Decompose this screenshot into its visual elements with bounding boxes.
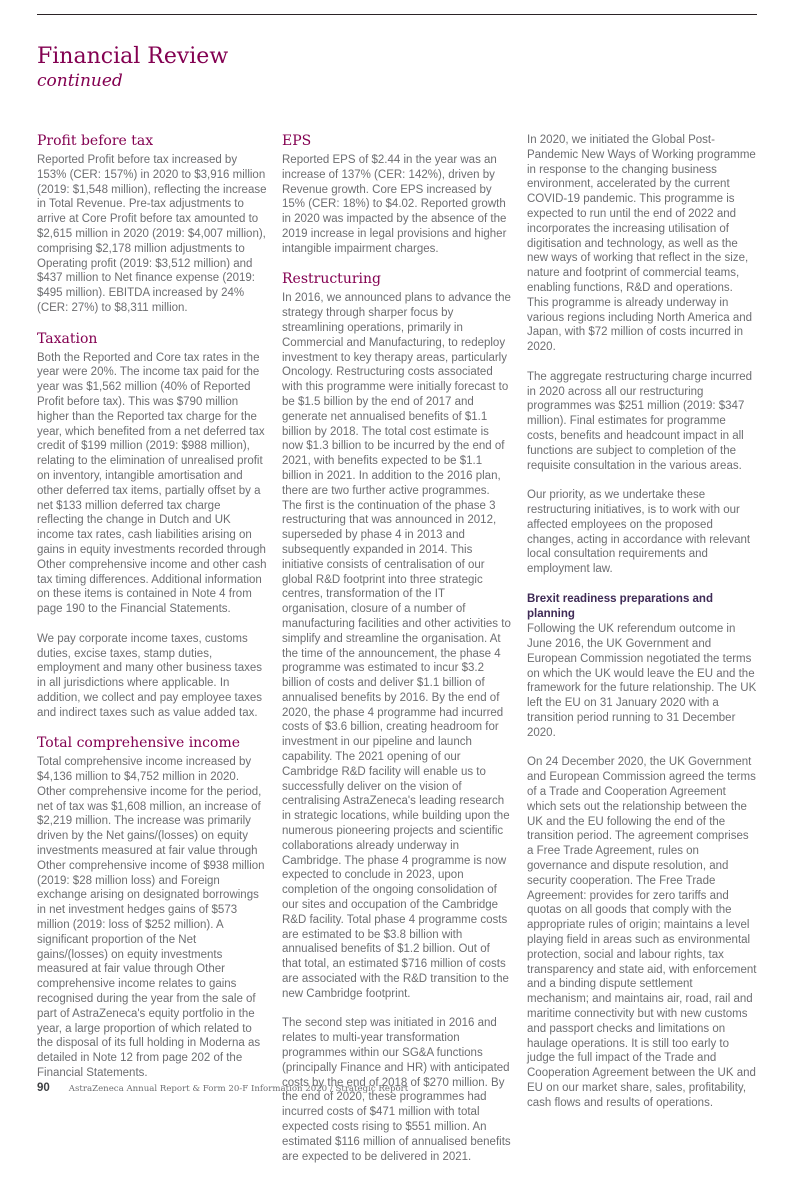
body-paragraph: Total comprehensive income increased by $4,136 million to $4,752 million in 2020. Other comprehensive income for the period, net of tax was $1,608 million, an increase of $2,219 million. The increase was primarily driven by the Net gains/(losses) on equity investments measured at fair value through Other comprehensive income of $938 million (2019: $28 million loss) and Foreign exchange arising on designated borrowings in net investment hedges gains of $573 million (2019: loss of $252 million). A significant proportion of the Net gains/(losses) on equity investments measured at fair value through Other comprehensive income relates to gains recognised during the year from the sale of part of AstraZeneca's equity portfolio in the year, a large proportion of which related to the disposal of its full holding in Moderna as detailed in Note 12 from page 202 of the Financial Statements. [37,756,265,1080]
page-footer [37,1082,757,1094]
body-paragraph: Reported EPS of $2.44 in the year was an increase of 137% (CER: 142%), driven by Revenue growth. Core EPS increased by 15% (CER: 18%) to $4.02. Reported growth in 2020 was impacted by the absence of the 2019 increase in legal provisions and higher intangible impairment charges. [282,154,507,255]
three-column-body [37,133,757,1179]
section-profit-before-tax [37,133,267,316]
section-heading: Profit before tax [37,133,154,149]
page-subtitle: continued [37,71,123,91]
section-eps [282,133,512,257]
page-title: Financial Review [37,44,229,69]
section-heading: Brexit readiness preparations and planning [527,592,713,620]
top-rule-divider [37,14,757,15]
body-paragraph: Both the Reported and Core tax rates in the year were 20%. The income tax paid for the year was $1,562 million (40% of Reported Profit before tax). This was $790 million higher than the Reported tax charge for the year, which benefited from a net deferred tax credit of $199 million (2019: $988 million), relating to the elimination of unrealised profit on inventory, intangible amortisation and other deferred tax items, partially offset by a net $133 million deferred tax charge reflecting the change in Dutch and UK income tax rates, cash liabilities arising on gains in equity investments recorded through Other comprehensive income and other cash tax timing differences. Additional information on these items is contained in Note 4 from page 190 to the Financial Statements. [37,351,267,616]
section-heading: Total comprehensive income [37,735,241,752]
footer-report-title: AstraZeneca Annual Report & Form 20-F Information 2020 / Strategic Report [68,1084,409,1094]
body-paragraph: Reported Profit before tax increased by 153% (CER: 157%) in 2020 to $3,916 million (2019: $1,548 million), reflecting the increase in Total Revenue. Pre-tax adjustments to arrive at Core Profit before tax amounted to $2,615 million in 2020 (2019: $4,007 million), comprising $2,178 million adjustments to Operating profit (2019: $3,512 million) and $437 million to Net finance expense (2019: $495 million). EBITDA increased by 24% (CER: 27%) to $8,311 million. [37,154,267,314]
section-taxation [37,331,267,721]
section-heading: Taxation [37,330,98,347]
section-brexit-readiness-preparations-and-planning [527,592,757,1111]
section-total-comprehensive-income [37,735,267,1081]
body-paragraph: In 2020, we initiated the Global Post-Pandemic New Ways of Working programme in response to the changing business environment, accelerated by the current COVID-19 pandemic. This programme is expected to run until the end of 2022 and incorporates the increasing utilisation of digitisation and technology, as well as the new ways of working that reflect in the size, nature and footprint of commercial teams, enabling functions, R&D and operations. This programme is already underway in various regions including North America and Japan, with $72 million of costs incurred in 2020. [527,134,756,354]
section-heading: EPS [282,133,312,149]
page-number: 90 [37,1082,50,1094]
text-column-1 [37,133,267,1179]
text-column-3 [527,133,757,1179]
text-column-2 [282,133,512,1179]
section-continuation [527,133,757,577]
page-header [37,44,228,92]
section-heading: Restructuring [282,271,381,288]
body-paragraph: We pay corporate income taxes, customs duties, excise taxes, stamp duties, employment and many other business taxes in all jurisdictions where applicable. In addition, we collect and pay employee taxes and indirect taxes such as value added tax. [37,632,263,719]
section-restructuring [282,271,512,1164]
body-paragraph: Following the UK referendum outcome in June 2016, the UK Government and European Commission negotiated the terms on which the UK would leave the EU and the framework for the future relationship. The UK left the EU on 31 January 2020 with a transition period running to 31 December 2020. [527,623,757,739]
body-paragraph: Our priority, as we undertake these restructuring initiatives, is to work with our affected employees on the proposed changes, acting in accordance with relevant local consultation requirements and employment law. [527,489,751,576]
body-paragraph: The aggregate restructuring charge incurred in 2020 across all our restructuring programmes was $251 million (2019: $347 million). Final estimates for programme costs, benefits and headcount impact in all functions are subject to completion of the requisite consultation in the various areas. [527,370,753,472]
body-paragraph: The second step was initiated in 2016 and relates to multi-year transformation programmes within our SG&A functions (principally Finance and HR) with anticipated costs by the end of 2018 of $270 million. By the end of 2020, these programmes had incurred costs of $471 million with total expected costs rising to $551 million. An estimated $116 million of annualised benefits are expected to be delivered in 2021. [282,1017,511,1163]
body-paragraph: In 2016, we announced plans to advance the strategy through sharper focus by streamlining operations, primarily in Commercial and Manufacturing, to redeploy investment to key therapy areas, particularly Oncology. Restructuring costs associated with this programme were initially forecast to be $1.5 billion by the end of 2017 and generate net annualised benefits of $1.1 billion by 2018. The total cost estimate is now $1.3 billion to be incurred by the end of 2021, with benefits expected to be $1.1 billion in 2021. In addition to the 2016 plan, there are two further active programmes. The first is the continuation of the phase 3 restructuring that was announced in 2012, superseded by phase 4 in 2013 and subsequently expanded in 2014. This initiative consists of centralisation of our global R&D footprint into three strategic centres, transformation of the IT organisation, closure of a number of manufacturing facilities and other activities to simplify and streamline the organisation. At the time of the announcement, the phase 4 programme was estimated to incur $3.2 billion of costs and deliver $1.1 billion of annualised benefits by 2016. By the end of 2020, the phase 4 programme had incurred costs of $3.6 billion, creating headroom for investment in our pipeline and launch capability. The 2021 opening of our Cambridge R&D facility will enable us to successfully deliver on the vision of centralising AstraZeneca's leading research in strategic locations, while building upon the numerous pioneering projects and scientific collaborations already underway in Cambridge. The phase 4 programme is now expected to conclude in 2023, upon completion of the ongoing consolidation of our sites and occupation of the Cambridge R&D facility. Total phase 4 programme costs are estimated to be $3.8 billion with annualised benefits of $1.2 billion. Out of that total, an estimated $716 million of costs are associated with the R&D transition to the new Cambridge footprint. [282,292,511,1000]
body-paragraph: On 24 December 2020, the UK Government and European Commission agreed the terms of a Trade and Cooperation Agreement which sets out the relationship between the UK and the EU following the end of the transition period. The agreement comprises a Free Trade Agreement, rules on governance and dispute resolution, and security cooperation. The Free Trade Agreement: provides for zero tariffs and quotas on all goods that comply with the appropriate rules of origin; maintains a level playing field in areas such as environmental protection, social and labour rights, tax transparency and state aid, with enforcement and a binding dispute settlement mechanism; and maintains air, road, rail and maritime connectivity but with new customs and passport checks and limitations on haulage operations. It is still too early to judge the full impact of the Trade and Cooperation Agreement between the UK and EU on our market share, sales, profitability, cash flows and results of operations. [527,756,757,1109]
